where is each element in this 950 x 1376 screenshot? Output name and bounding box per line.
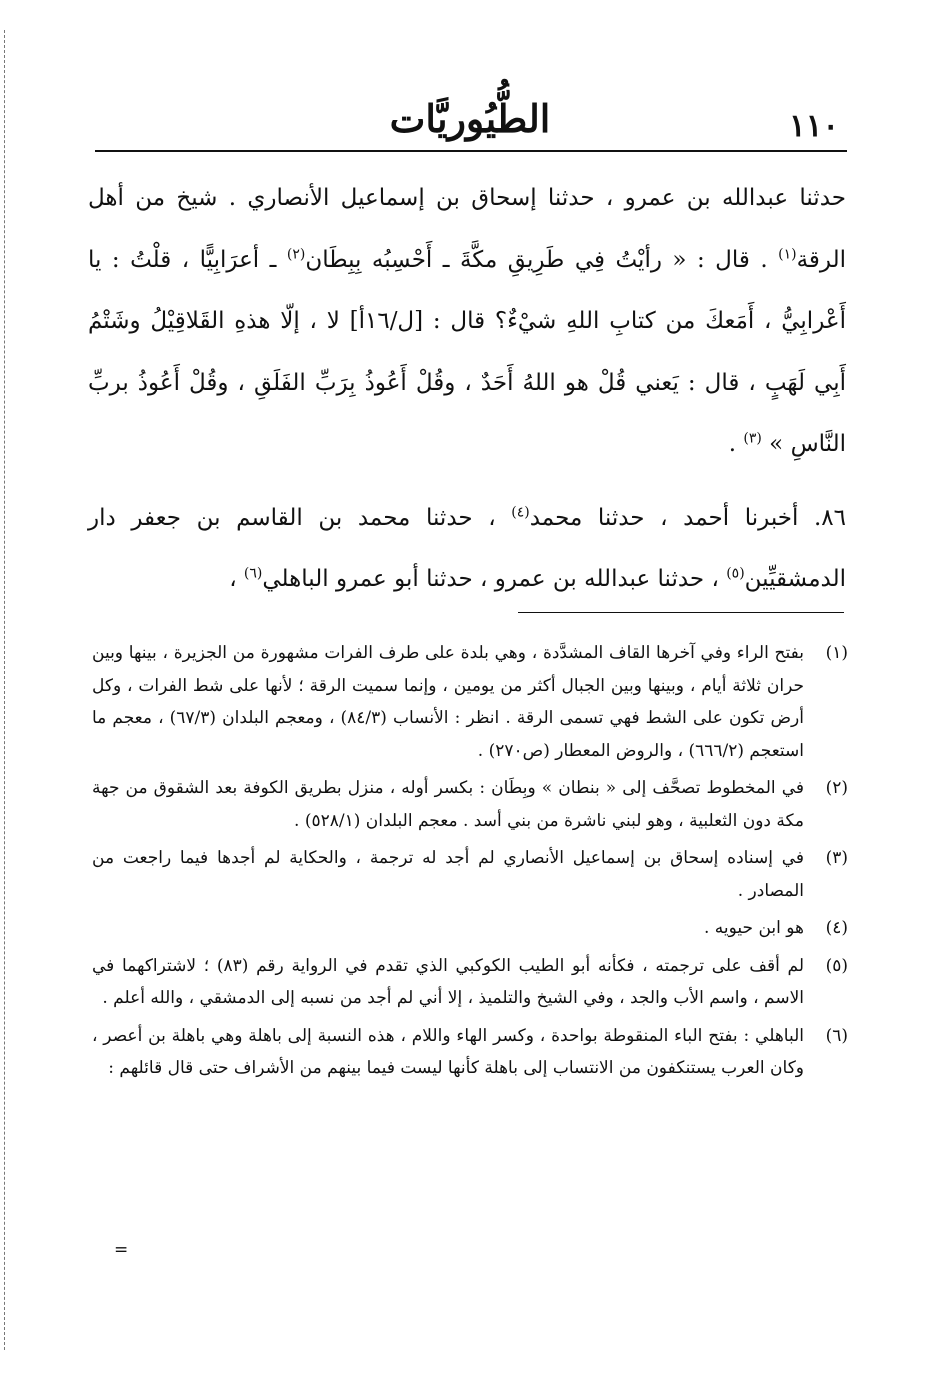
text-segment: . bbox=[728, 431, 744, 457]
footnote-text: الباهلي : بفتح الباء المنقوطة بواحدة ، وكسر الهاء واللام ، هذه النسبة إلى باهلة وهي باهلة بن أعصر ، وكان العرب يستنكفون من الانتساب إلى باهلة كأنها ليست فيما بينهم من الأشراف حتى قال قائلهم : bbox=[92, 1025, 804, 1078]
continuation-mark: = bbox=[114, 1240, 129, 1260]
text-segment: . قال : « رأيْتُ فِي طَرِيقِ مكَّةَ ـ أَحْسِبُه بِبِطَان bbox=[305, 246, 779, 273]
text-segment: ـ أعرَابِيًّا ، قلْتُ : يا أَعْرابِيُّ ، أَمَعكَ من كتابِ اللهِ شيْءٌ؟ قال : [ل/١٦أ] لا ، إلّا هذهِ القَلاقِيْلُ وشَتْمُ أَبِي لَهَبٍ ، قال : يَعني قُلْ هو اللهُ أَحَدٌ ، وقُلْ أَعُوذُ بِرَبِّ الفَلَقِ ، وقُلْ أَعُوذُ بربِّ النَّاسِ » bbox=[88, 246, 846, 457]
footnote-item bbox=[92, 842, 848, 907]
footnote-text: في إسناده إسحاق بن إسماعيل الأنصاري لم أجد له ترجمة ، والحكاية لم أجدها فيما راجعت من المصادر . bbox=[92, 848, 804, 901]
page-number: ١١٠ bbox=[789, 108, 839, 144]
footnote-text: في المخطوط تصحَّف إلى « بنطان » وبِطَان : بكسر أوله ، منزل بطريق الكوفة بعد الشقوق من جهة مكة دون الثعلبية ، وهو لبني ناشرة من بني أسد . معجم البلدان (٥٢٨/١) . bbox=[92, 778, 804, 831]
footnote-ref-6: (٦) bbox=[243, 565, 263, 582]
main-text bbox=[88, 168, 846, 611]
footnote-ref-3: (٣) bbox=[743, 430, 762, 447]
paragraph-85 bbox=[88, 168, 846, 476]
text-segment: ٨٦. أخبرنا أحمد ، حدثنا محمد bbox=[529, 504, 847, 531]
footnote-number: (٦) bbox=[825, 1025, 848, 1046]
footnote-number: (٣) bbox=[825, 848, 848, 868]
footnote-item bbox=[92, 637, 848, 767]
paragraph-86 bbox=[88, 488, 846, 611]
footnote-ref-4: (٤) bbox=[511, 503, 530, 520]
footnote-separator bbox=[518, 612, 844, 613]
footnote-number: (٤) bbox=[825, 918, 848, 938]
page-header bbox=[95, 92, 845, 148]
footnote-number: (٢) bbox=[825, 778, 848, 798]
text-segment: ، bbox=[229, 566, 244, 592]
text-segment: ، حدثنا عبدالله بن عمرو ، حدثنا أبو عمرو الباهلي bbox=[262, 566, 727, 592]
footnote-number: (٥) bbox=[825, 955, 848, 976]
footnote-text: هو ابن حيويه . bbox=[703, 918, 804, 938]
footnote-item bbox=[92, 950, 848, 1015]
text-segment: ، حدثنا محمد بن القاسم بن جعفر دار الدمشقيِّين bbox=[88, 504, 846, 592]
footnotes bbox=[92, 637, 848, 1090]
footnote-ref-2: (٢) bbox=[286, 245, 306, 262]
header-rule bbox=[95, 150, 847, 152]
text-segment: حدثنا عبدالله بن عمرو ، حدثنا إسحاق بن إسماعيل الأنصاري . شيخ من أهل الرقة bbox=[88, 185, 846, 273]
footnote-number: (١) bbox=[825, 643, 848, 663]
scan-margin-line bbox=[4, 30, 5, 1350]
footnote-item bbox=[92, 912, 848, 945]
footnote-item bbox=[92, 772, 848, 837]
footnote-ref-5: (٥) bbox=[726, 565, 745, 582]
footnote-text: بفتح الراء وفي آخرها القاف المشدَّدة ، وهي بلدة على طرف الفرات مشهورة من الجزيرة ، بينها وبين حران ثلاثة أيام ، وبينها وبين الجبال أكثر من يومين ، وإنما سميت الرقة ؛ لأنها على شط الفرات ، وكل أرض تكون على الشط فهي تسمى الرقة . انظر : الأنساب (٨٤/٣) ، ومعجم البلدان (٦٧/٣) ، معجم ما استعجم (٦٦٦/٢) ، والروض المعطار (ص٢٧٠) . bbox=[92, 643, 804, 761]
footnote-ref-1: (١) bbox=[778, 245, 797, 262]
footnote-item bbox=[92, 1020, 848, 1085]
footnote-text: لم أقف على ترجمته ، فكأنه أبو الطيب الكوكبي الذي تقدم في الرواية رقم (٨٣) ؛ لاشتراكهما في الاسم ، واسم الأب والجد ، وفي الشيخ والتلميذ ، إلا أني لم أجد من نسبه إلى الدمشقي ، والله أعلم . bbox=[92, 955, 805, 1008]
running-title: الطُّيُوريَّات bbox=[389, 96, 551, 141]
